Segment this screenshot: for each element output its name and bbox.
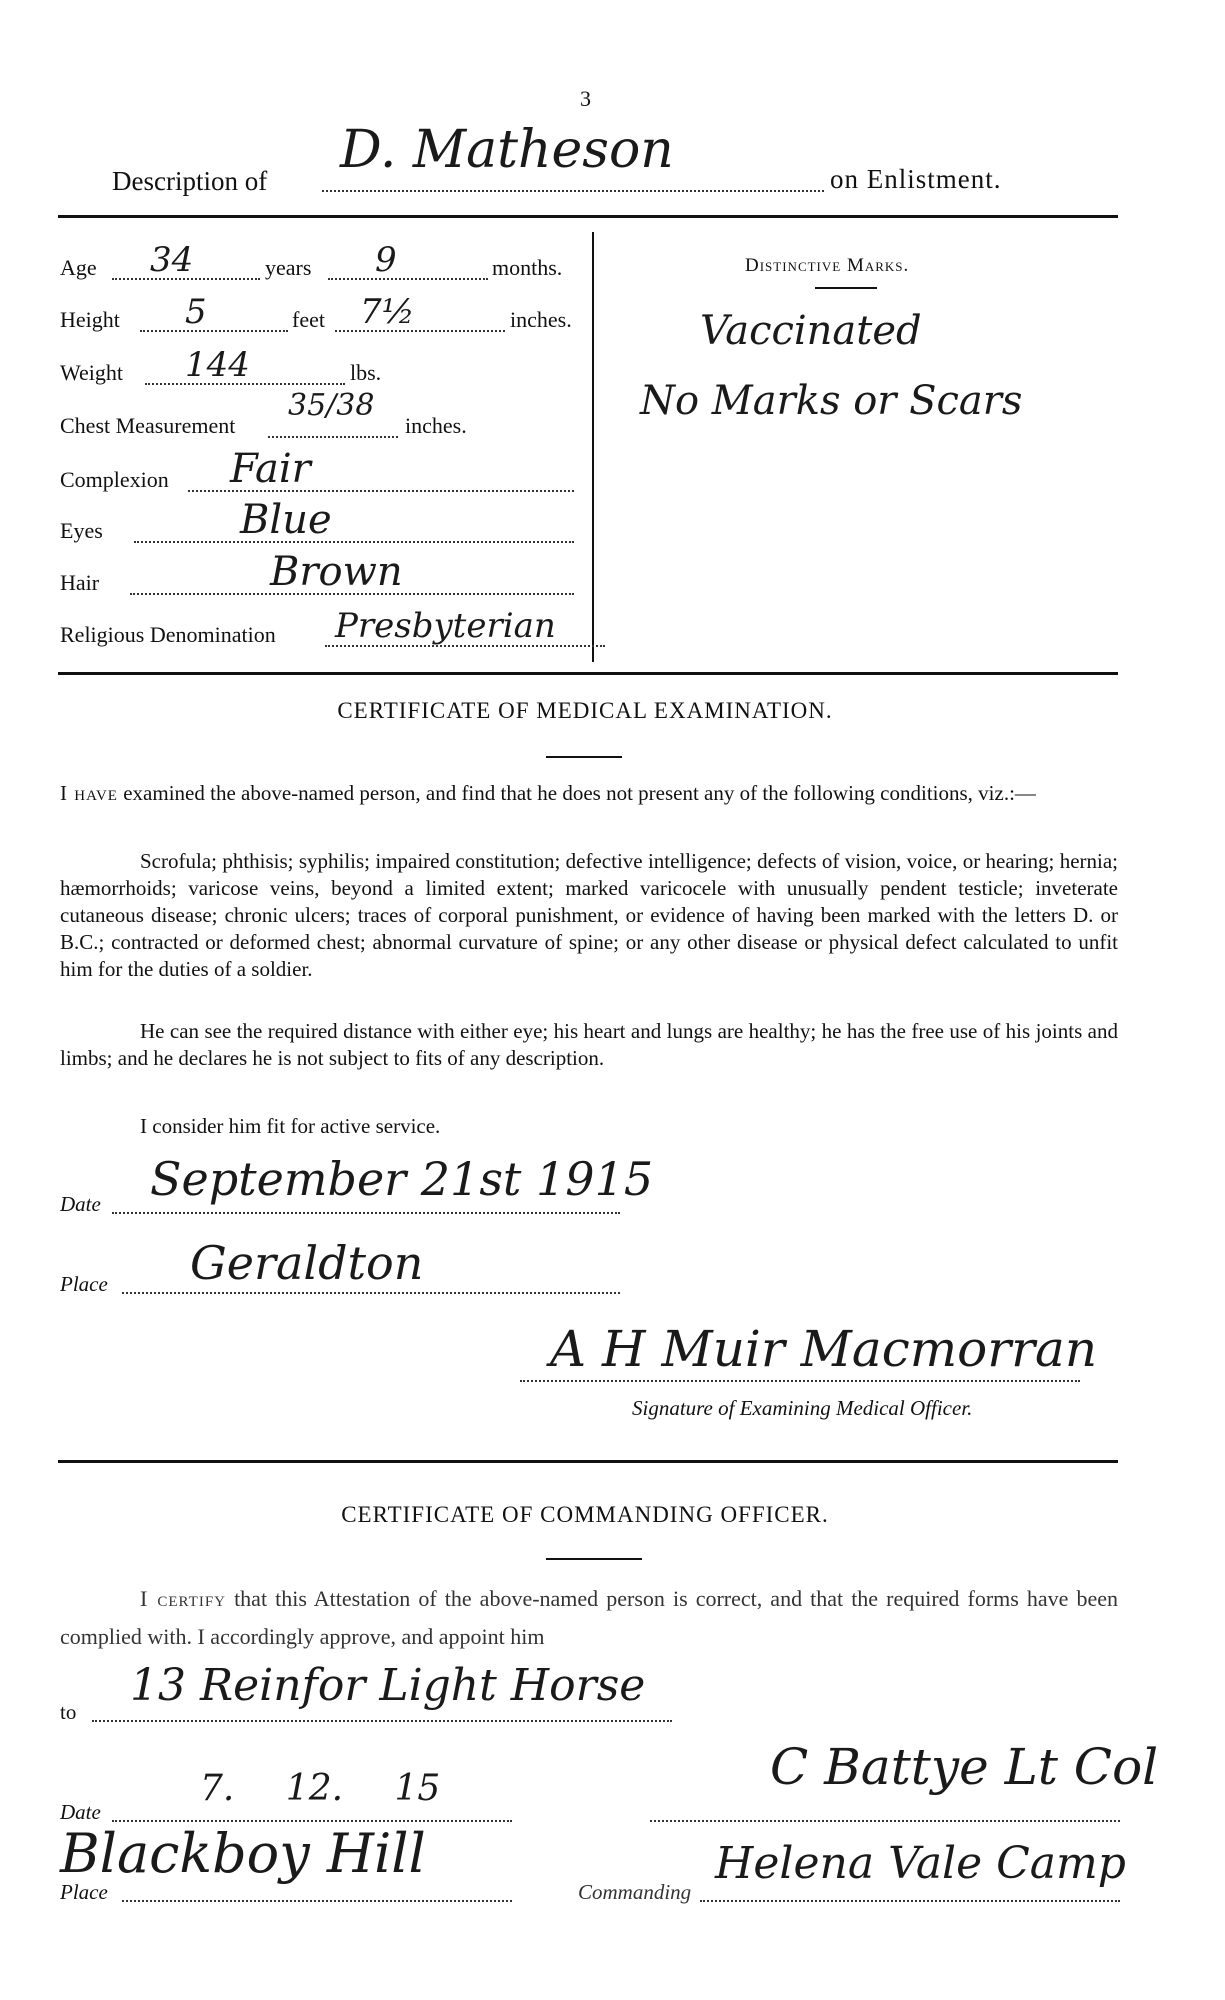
commanding-officer-signature: C Battye Lt Col [770, 1738, 1159, 1796]
commanding-date-value: 7. 12. 15 [200, 1768, 441, 1809]
hair-label: Hair [60, 570, 100, 595]
medical-place-label: Place [60, 1272, 108, 1296]
eyes-value: Blue [240, 497, 332, 543]
chest-dots [268, 436, 398, 438]
eyes-label: Eyes [60, 518, 103, 543]
medical-title-rule [546, 756, 622, 758]
commanding-to-label: to [60, 1700, 77, 1724]
header-prefix: Description of [112, 166, 268, 196]
medical-para3: He can see the required distance with either eye; his heart and lungs are healthy; he has the free use of his joints and limbs; and he declares he is not subject to fits of any description. [60, 1019, 1118, 1070]
complexion-value: Fair [230, 446, 311, 492]
commanding-value: Helena Vale Camp [715, 1838, 1126, 1889]
distinctive-marks-line2: No Marks or Scars [640, 378, 1023, 424]
medical-officer-signature: A H Muir Macmorran [550, 1320, 1098, 1378]
commanding-title-rule [546, 1558, 642, 1560]
header-rule [58, 215, 1118, 218]
weight-value: 144 [185, 345, 250, 385]
years-label: years [265, 255, 312, 280]
height-inches-value: 7½ [360, 292, 415, 332]
medical-para2-block [60, 848, 1118, 983]
medical-place-dots [122, 1292, 620, 1294]
commanding-title: CERTIFICATE OF COMMANDING OFFICER. [341, 1502, 829, 1527]
medical-date-label: Date [60, 1192, 101, 1216]
medical-title: CERTIFICATE OF MEDICAL EXAMINATION. [337, 698, 833, 723]
officer-signature-dots [650, 1820, 1120, 1822]
description-bottom-rule [58, 672, 1118, 675]
medical-place-value: Geraldton [190, 1236, 424, 1290]
commanding-label: Commanding [578, 1880, 692, 1904]
height-label: Height [60, 307, 120, 332]
header-name-dots [322, 188, 824, 192]
age-months-dots [328, 278, 488, 280]
commanding-place-dots [122, 1900, 512, 1902]
commanding-para-block [60, 1580, 1118, 1656]
chest-value: 35/38 [288, 388, 375, 423]
weight-label: Weight [60, 360, 123, 385]
height-feet-dots [140, 330, 288, 332]
distinctive-marks-line1: Vaccinated [700, 308, 922, 354]
feet-label: feet [292, 307, 325, 332]
medical-signature-caption: Signature of Examining Medical Officer. [632, 1396, 973, 1420]
age-label: Age [60, 255, 97, 280]
religion-value: Presbyterian [335, 606, 556, 646]
commanding-to-value: 13 Reinfor Light Horse [130, 1660, 646, 1711]
commanding-date-label: Date [60, 1800, 101, 1824]
marks-title-rule [815, 287, 877, 289]
complexion-label: Complexion [60, 467, 169, 492]
months-label: months. [492, 255, 563, 280]
chest-label: Chest Measurement [60, 413, 236, 438]
column-divider [592, 232, 594, 662]
medical-para1: examined the above-named person, and find that he does not present any of the following conditions, viz.:— [123, 781, 1036, 805]
commanding-value-dots [700, 1900, 1120, 1902]
distinctive-marks-title: Distinctive Marks. [745, 255, 910, 276]
medical-para2: Scrofula; phthisis; syphilis; impaired constitution; defective intelligence; defects of vision, voice, or hearing; hernia; hæmorrhoids; varicose veins, beyond a limited extent; marked varicocele with unusually pendent testicle; inveterate cutaneous disease; chronic ulcers; traces of corporal punishment, or evidence of having been marked with the letters D. or B.C.; contracted or deformed chest; abnormal curvature of spine; or any other disease or physical defect calculated to unfit him for the duties of a soldier. [60, 849, 1118, 981]
medical-date-value: September 21st 1915 [150, 1152, 654, 1206]
religion-label: Religious Denomination [60, 622, 276, 647]
height-feet-value: 5 [185, 292, 207, 332]
lbs-label: lbs. [350, 360, 382, 385]
medical-para3-block [60, 1018, 1118, 1072]
age-years-value: 34 [150, 240, 194, 280]
commanding-place-label: Place [60, 1880, 108, 1904]
medical-signature-dots [520, 1380, 1080, 1382]
header-name: D. Matheson [340, 120, 674, 180]
medical-para1-block [60, 780, 1118, 807]
commanding-para: that this Attestation of the above-named person is correct, and that the required forms have been complied with. I accordingly approve, and appoint him [60, 1586, 1118, 1649]
medical-para1-lead: I have [60, 781, 118, 805]
chest-inches-label: inches. [405, 413, 467, 438]
header-suffix: on Enlistment. [830, 164, 1002, 194]
eyes-dots [134, 541, 574, 543]
inches-label: inches. [510, 307, 572, 332]
medical-bottom-rule [58, 1460, 1118, 1463]
hair-value: Brown [270, 549, 403, 595]
commanding-place-value: Blackboy Hill [60, 1822, 426, 1885]
medical-date-dots [112, 1212, 620, 1214]
commanding-para-lead: I certify [140, 1586, 226, 1611]
page-number: 3 [580, 86, 591, 111]
age-months-value: 9 [375, 240, 397, 280]
commanding-to-dots [92, 1720, 672, 1722]
medical-para4: I consider him fit for active service. [140, 1114, 441, 1138]
